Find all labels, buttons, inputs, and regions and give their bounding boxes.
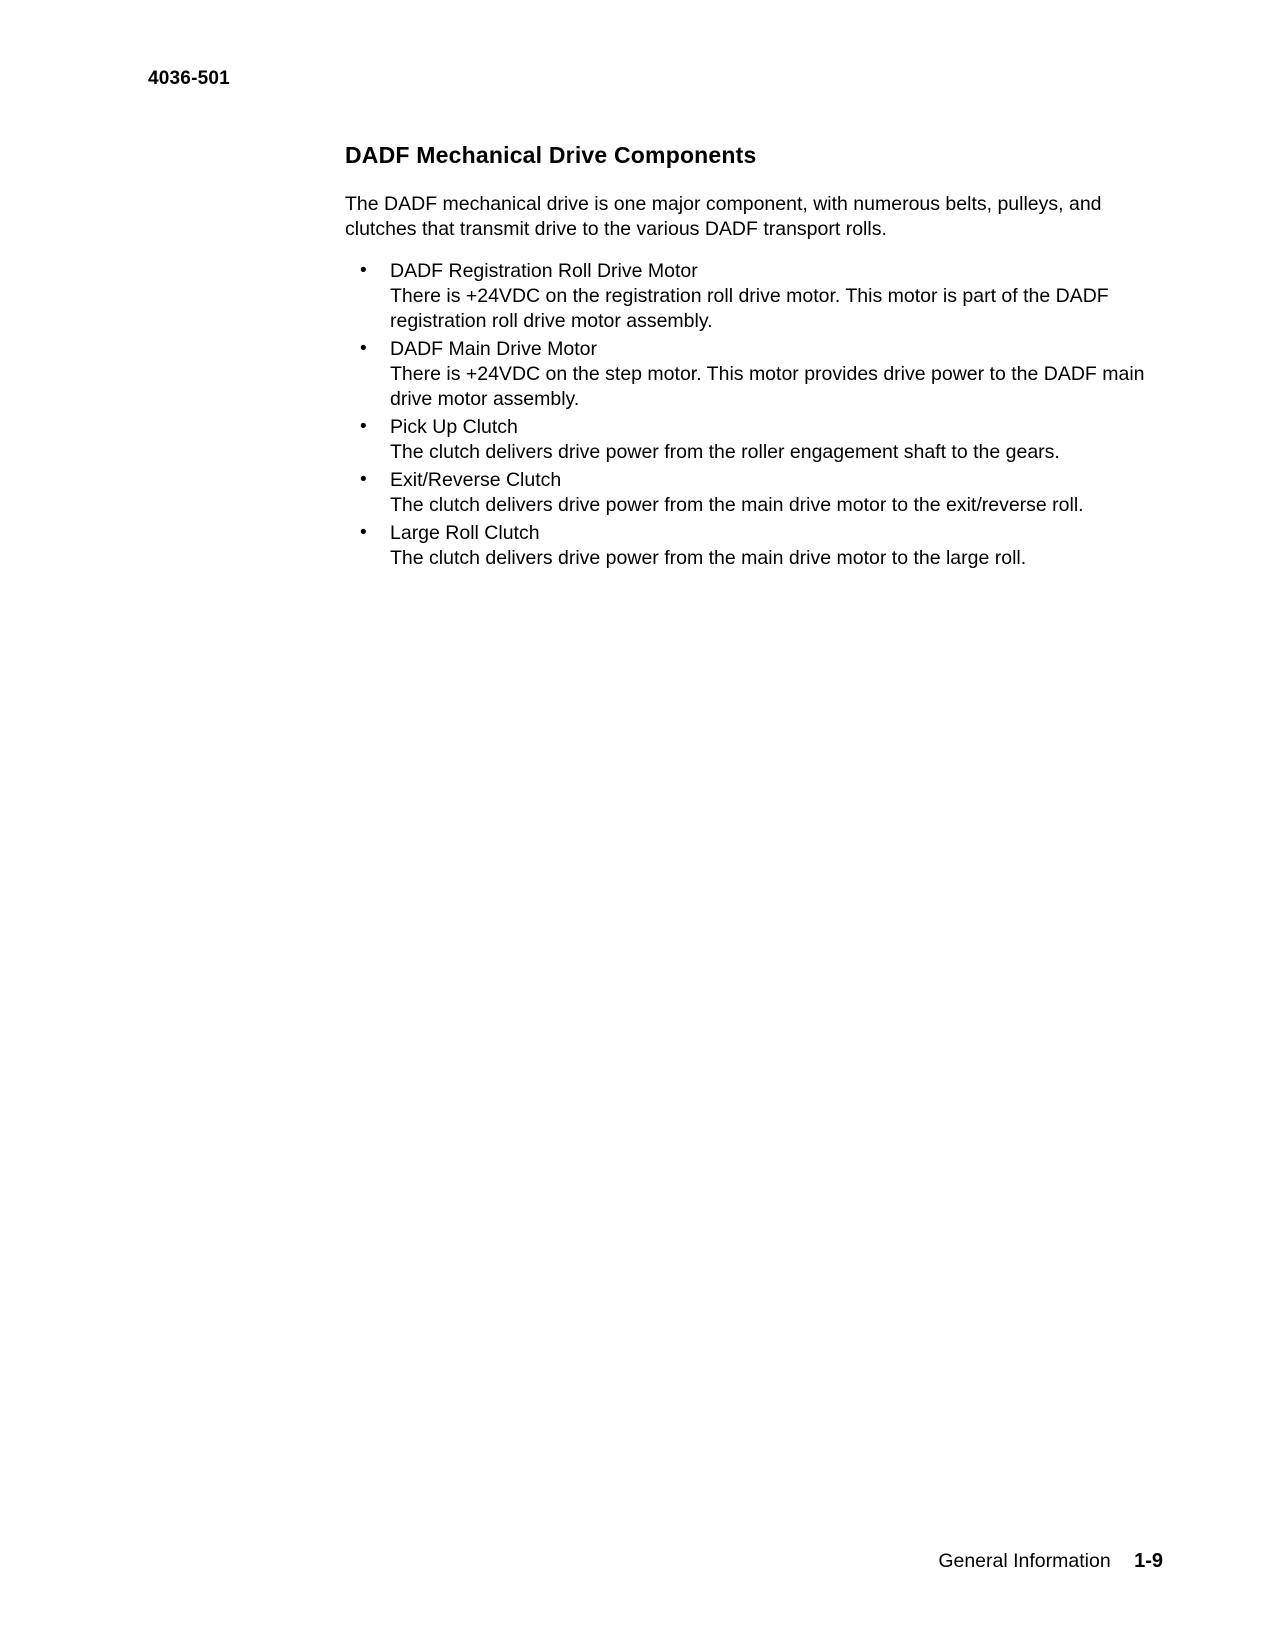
page-footer xyxy=(938,1548,1163,1574)
item-title: Exit/Reverse Clutch xyxy=(390,469,562,491)
bullet-icon: • xyxy=(360,260,367,281)
list-item xyxy=(345,521,1165,571)
item-title: DADF Main Drive Motor xyxy=(390,338,597,360)
list-item xyxy=(345,468,1165,518)
bullet-icon: • xyxy=(360,469,367,490)
item-description: There is +24VDC on the registration roll drive motor. This motor is part of the DADF registration roll drive motor assembly. xyxy=(390,285,1109,332)
item-description: The clutch delivers drive power from the main drive motor to the large roll. xyxy=(390,547,1027,569)
bullet-icon: • xyxy=(360,522,367,543)
list-item xyxy=(345,337,1165,412)
list-item xyxy=(345,415,1165,465)
main-content xyxy=(345,140,1165,574)
item-title: DADF Registration Roll Drive Motor xyxy=(390,260,698,282)
item-title: Pick Up Clutch xyxy=(390,416,518,438)
list-item xyxy=(345,259,1165,334)
item-description: The clutch delivers drive power from the roller engagement shaft to the gears. xyxy=(390,441,1060,463)
intro-paragraph: The DADF mechanical drive is one major component, with numerous belts, pulleys, and clutches that transmit drive to the various DADF transport rolls. xyxy=(345,193,1102,240)
component-list xyxy=(345,259,1165,571)
document-id: 4036-501 xyxy=(148,68,230,89)
footer-section-name: General Information xyxy=(938,1550,1111,1572)
item-description: There is +24VDC on the step motor. This motor provides drive power to the DADF main drive motor assembly. xyxy=(390,363,1145,410)
item-title: Large Roll Clutch xyxy=(390,522,540,544)
section-title: DADF Mechanical Drive Components xyxy=(345,142,757,168)
page-number: 1-9 xyxy=(1134,1550,1163,1572)
bullet-icon: • xyxy=(360,416,367,437)
item-description: The clutch delivers drive power from the main drive motor to the exit/reverse roll. xyxy=(390,494,1084,516)
bullet-icon: • xyxy=(360,338,367,359)
